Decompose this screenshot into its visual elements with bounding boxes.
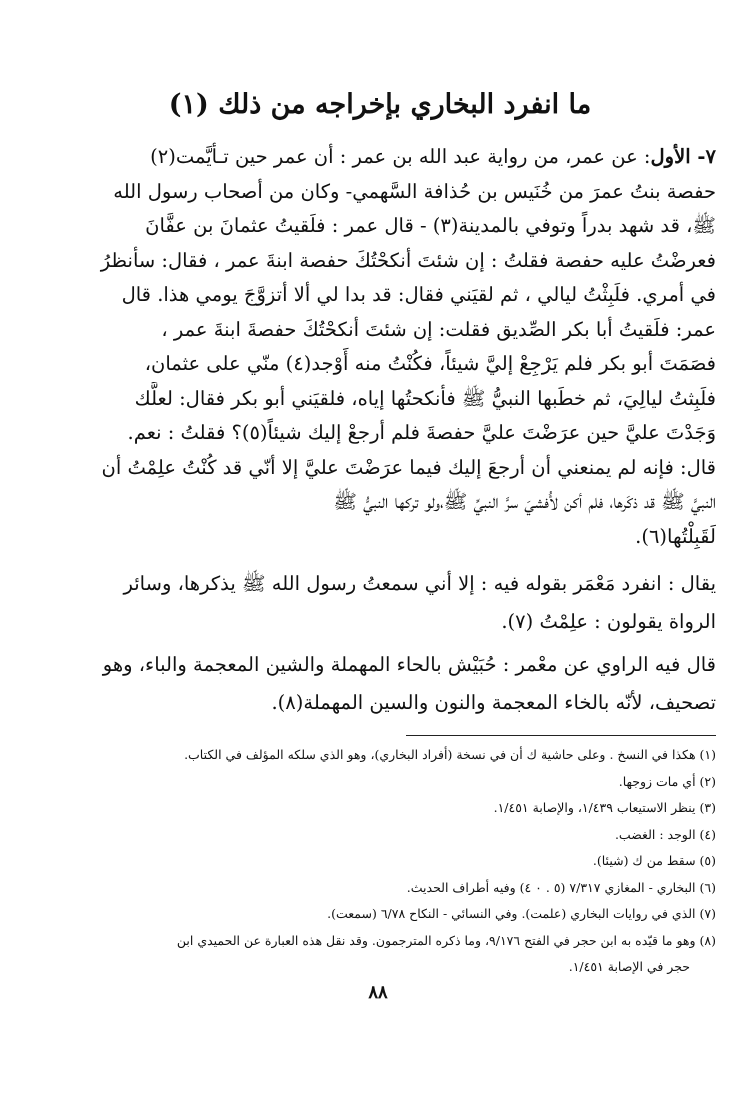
- footnote: (٣) ينظر الاستيعاب ١/٤٣٩، والإصابة ١/٤٥١.: [493, 800, 716, 815]
- body-line: عمر: فلَقيتُ أبا بكر الصِّديق فقلت: إن شئتَ أنكحْتُكَ حفصةَ ابنةَ عمر ،: [161, 317, 716, 341]
- body-line: ﷺ، قد شهد بدراً وتوفي بالمدينة(٣) - قال عمر : فلَقيتُ عثمانَ بن عفَّانَ: [145, 214, 716, 237]
- footnote: (٨) وهو ما قيّده به ابن حجر في الفتح ٩/١٧٦، وما ذكره المترجمون. وقد نقل هذه العبارة عن الحميدي ابن: [176, 932, 716, 948]
- body-line: فصَمَتَ أبو بكر فلم يَرْجِعْ إليَّ شيئاً، فكُنْتُ منه أَوْجد(٤) منّي على عثمان،: [144, 352, 716, 375]
- body-line: تصحيف، لأنّه بالخاء المعجمة والنون والسين المهملة(٨).: [271, 691, 716, 714]
- commentary-paragraph: [36, 565, 716, 641]
- body-line: النبيَّ ﷺ قد ذكَرها، فلم أكن لأُفشيَ سرَّ النبيِّ ﷺ،ولو تركها النبيُّ ﷺ: [333, 490, 716, 513]
- body-line: يقال : انفرد مَعْمَر بقوله فيه : إلا أني سمعتُ رسول الله ﷺ يذكرها، وسائر: [123, 572, 716, 595]
- commentary-paragraph: [36, 646, 716, 722]
- hadith-paragraph: [36, 140, 716, 554]
- hadith-number-lead: ٧- الأول: [650, 145, 716, 168]
- footnote: (٧) الذي في روايات البخاري (علمت). وفي النسائي - النكاح ٦/٧٨ (سمعت).: [327, 906, 716, 921]
- body-line: فلَبِثتُ ليالِيَ، ثم خطَبها النبيُّ ﷺ فأنكحتُها إياه، فلقيَني أبو بكر فقال: لعلَّك: [134, 386, 716, 410]
- footnote-divider: [406, 735, 716, 736]
- footnote: (٢) أي مات زوجها.: [618, 773, 716, 789]
- body-line: فعرضْتُ عليه حفصة فقلتُ : إن شئتَ أنكحْتُكَ حفصة ابنةَ عمر ، فقال: سأنظرُ: [100, 248, 716, 272]
- page-number: ٨٨: [368, 982, 388, 1003]
- body-line: [36, 140, 716, 175]
- body-line: لَقَبِلْتُها(٦).: [635, 524, 716, 548]
- body-line: في أمري. فلَبِثْتُ ليالي ، ثم لقيَني فقال: قد بدا لي ألا أتزوَّجَ يومي هذا. قال: [121, 283, 716, 306]
- body-line: الرواة يقولون : علِمْتُ (٧).: [501, 610, 716, 633]
- section-title: ما انفرد البخاري بإخراجه من ذلك (١): [168, 89, 592, 120]
- body-line: قال: فإنه لم يمنعني أن أرجعَ إليك فيما عرَضْتَ عليَّ إلا أنّي قد كُنْتُ علِمْتُ أن: [101, 455, 716, 479]
- footnote: (٥) سقط من ك (شيئا).: [592, 853, 716, 868]
- footnote: (٦) البخاري - المغازي ٧/٣١٧ (٥ . ٠ ٤) وفيه أطراف الحديث.: [406, 879, 716, 895]
- body-line: قال فيه الراوي عن معْمر : حُبَيْش بالحاء المهملة والشين المعجمة والباء، وهو: [102, 653, 716, 676]
- body-line: حفصة بنتُ عمرَ من خُنَيس بن حُذافة السَّهمي- وكان من أصحاب رسول الله: [113, 179, 716, 203]
- body-line-rest: : عن عمر، من رواية عبد الله بن عمر : أن عمر حين تـأيَّمت(٢): [150, 145, 651, 168]
- footnote: (٤) الوجد : الغضب.: [614, 826, 716, 842]
- footnotes: [36, 742, 716, 981]
- footnote: (١) هكذا في النسخ . وعلى حاشية ك أن في نسخة (أفراد البخاري)، وهو الذي سلكه المؤلف في الكتاب.: [184, 747, 716, 762]
- body-line: وَجَدْتَ عليَّ حين عرَضْتَ عليَّ حفصةَ فلم أرجعْ إليك شيئاً(٥)؟ فقلتُ : نعم.: [127, 421, 716, 444]
- footnote-continuation: حجر في الإصابة ١/٤٥١.: [568, 959, 690, 974]
